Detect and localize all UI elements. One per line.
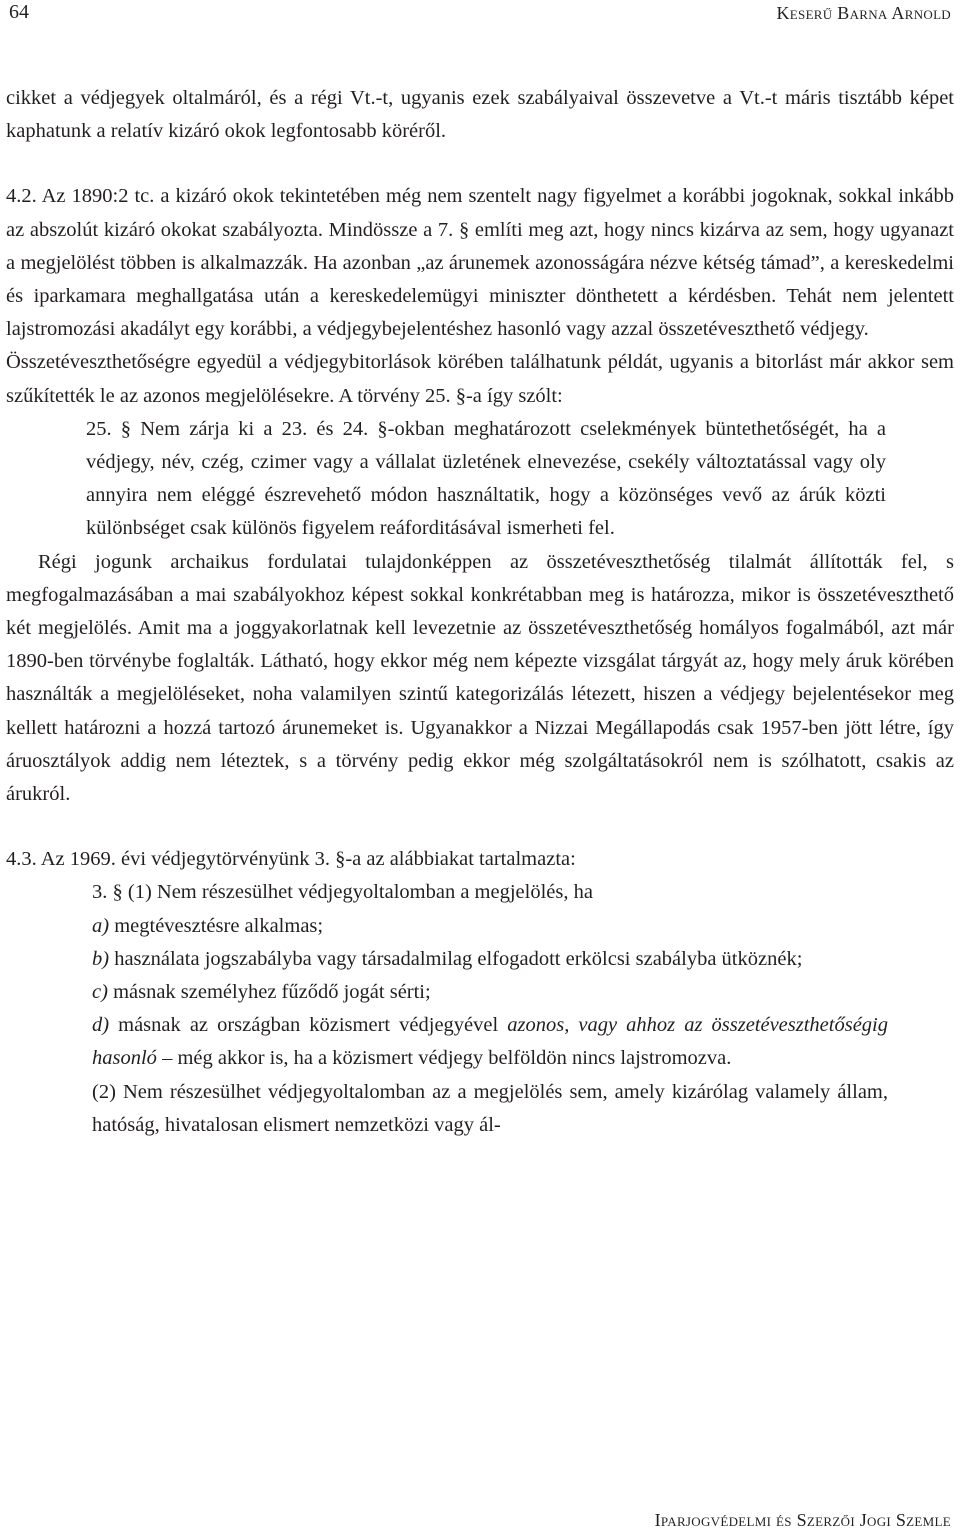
page-number: 64 — [9, 1, 29, 23]
paragraph-section-4-2: 4.2. Az 1890:2 tc. a kizáró okok tekintetében még nem szentelt nagy figyelmet a korábbi jogoknak, sokkal inkább az abszolút kizáró okokat szabályozta. Mindössze a 7. § említi meg azt, hogy nincs kizárva az sem, hogy ugyanazt a megjelölést többen is alkalmazzák. Ha azonban „az árunemek azonosságára nézve kétség támad”, a kereskedelmi és iparkamara meghallgatása után a kereskedelemügyi miniszter dönthetett a kérdésben. Tehát nem jelentett lajstromozási akadályt egy korábbi, a védjegybejelentéshez hasonló vagy azzal összetéveszthető védjegy. — [6, 185, 954, 341]
section-spacer — [6, 148, 954, 180]
quote-item-d — [92, 1009, 888, 1075]
quote-item-a — [92, 910, 888, 943]
item-text-d-1: másnak az országban közismert védjegyével — [109, 1014, 508, 1037]
running-head-author: Keserű Barna Arnold — [776, 3, 951, 23]
paragraph-old-law: Régi jogunk archaikus fordulatai tulajdonképpen az összetéveszthetőség tilalmát állították fel, s megfogalmazásában a mai szabályokhoz képest sokkal konkrétabban meg is határozza, mikor is összetéveszthető két megjelölés. Amit ma a joggyakorlatnak kell levezetnie az összetéveszthetőség homályos fogalmából, azt már 1890-ben törvénybe foglalták. Látható, hogy ekkor még nem képezte vizsgálat tárgyát az, hogy mely áruk körében használták a megjelöléseket, noha valamilyen szintű kategorizálás létezett, hiszen a védjegy bejelentésekor meg kellett határozni a hozzá tartozó árunemeket is. Ugyanakkor a Nizzai Megállapodás csak 1957-ben jött létre, így áruosztályok addig nem léteztek, s a törvény pedig ekkor még szolgáltatásokról nem is szólhatott, csakis az árukról. — [6, 550, 954, 806]
journal-footer: Iparjogvédelmi és Szerzői Jogi Szemle — [654, 1510, 951, 1530]
item-label-d: d) — [92, 1014, 110, 1037]
item-text-b: használata jogszabályba vagy társadalmilag elfogadott erkölcsi szabályba ütköznék; — [109, 947, 803, 970]
paragraph-confusion: Összetéveszthetőségre egyedül a védjegybitorlások körében találhatunk példát, ugyanis a bitorlást már akkor sem szűkítették le az azonos megjelölésekre. A törvény 25. §-a így szólt: — [6, 351, 954, 407]
page-header — [0, 0, 960, 30]
quote-item-b — [92, 943, 888, 976]
law-quote-3 — [92, 876, 888, 1142]
item-label-c: c) — [92, 981, 108, 1004]
section-spacer — [6, 811, 954, 843]
item-label-a: a) — [92, 914, 110, 937]
item-label-b: b) — [92, 947, 110, 970]
item-text-d-emphasis: azonos, vagy ahhoz az összetéveszthetőségig hasonló — [92, 1014, 888, 1070]
paragraph-continued: cikket a védjegyek oltalmáról, és a régi Vt.-t, ugyanis ezek szabályaival összevetve a Vt.-t máris tisztább képet kaphatunk a relatív kizáró okok legfontosabb köréről. — [6, 87, 954, 143]
paragraph-section-4-3: 4.3. Az 1969. évi védjegytörvényünk 3. §-a az alábbiakat tartalmazta: — [6, 848, 576, 871]
law-quote-25: 25. § Nem zárja ki a 23. és 24. §-okban meghatározott cselekmények büntethetőségét, ha a védjegy, név, czég, czimer vagy a vállalat üzletének elnevezése, csekély változtatással vagy oly annyira nem eléggé észrevehető módon használtatik, hogy a közönséges vevő az árúk közti különbséget csak különös figyelem reáforditásával ismerheti fel. — [86, 417, 886, 540]
quote-intro: 3. § (1) Nem részesülhet védjegyoltalomban a megjelölés, ha — [92, 881, 593, 904]
article-body — [6, 82, 954, 1142]
item-text-d-2: – még akkor is, ha a közismert védjegy belföldön nincs lajstromozva. — [156, 1047, 732, 1070]
quote-paragraph-2: (2) Nem részesülhet védjegyoltalomban az a megjelölés sem, amely kizárólag valamely állam, hatóság, hivatalosan elismert nemzetközi vagy ál- — [92, 1080, 888, 1136]
item-text-c: másnak személyhez fűződő jogát sérti; — [107, 981, 431, 1004]
quote-item-c — [92, 976, 888, 1009]
item-text-a: megtévesztésre alkalmas; — [109, 914, 324, 937]
